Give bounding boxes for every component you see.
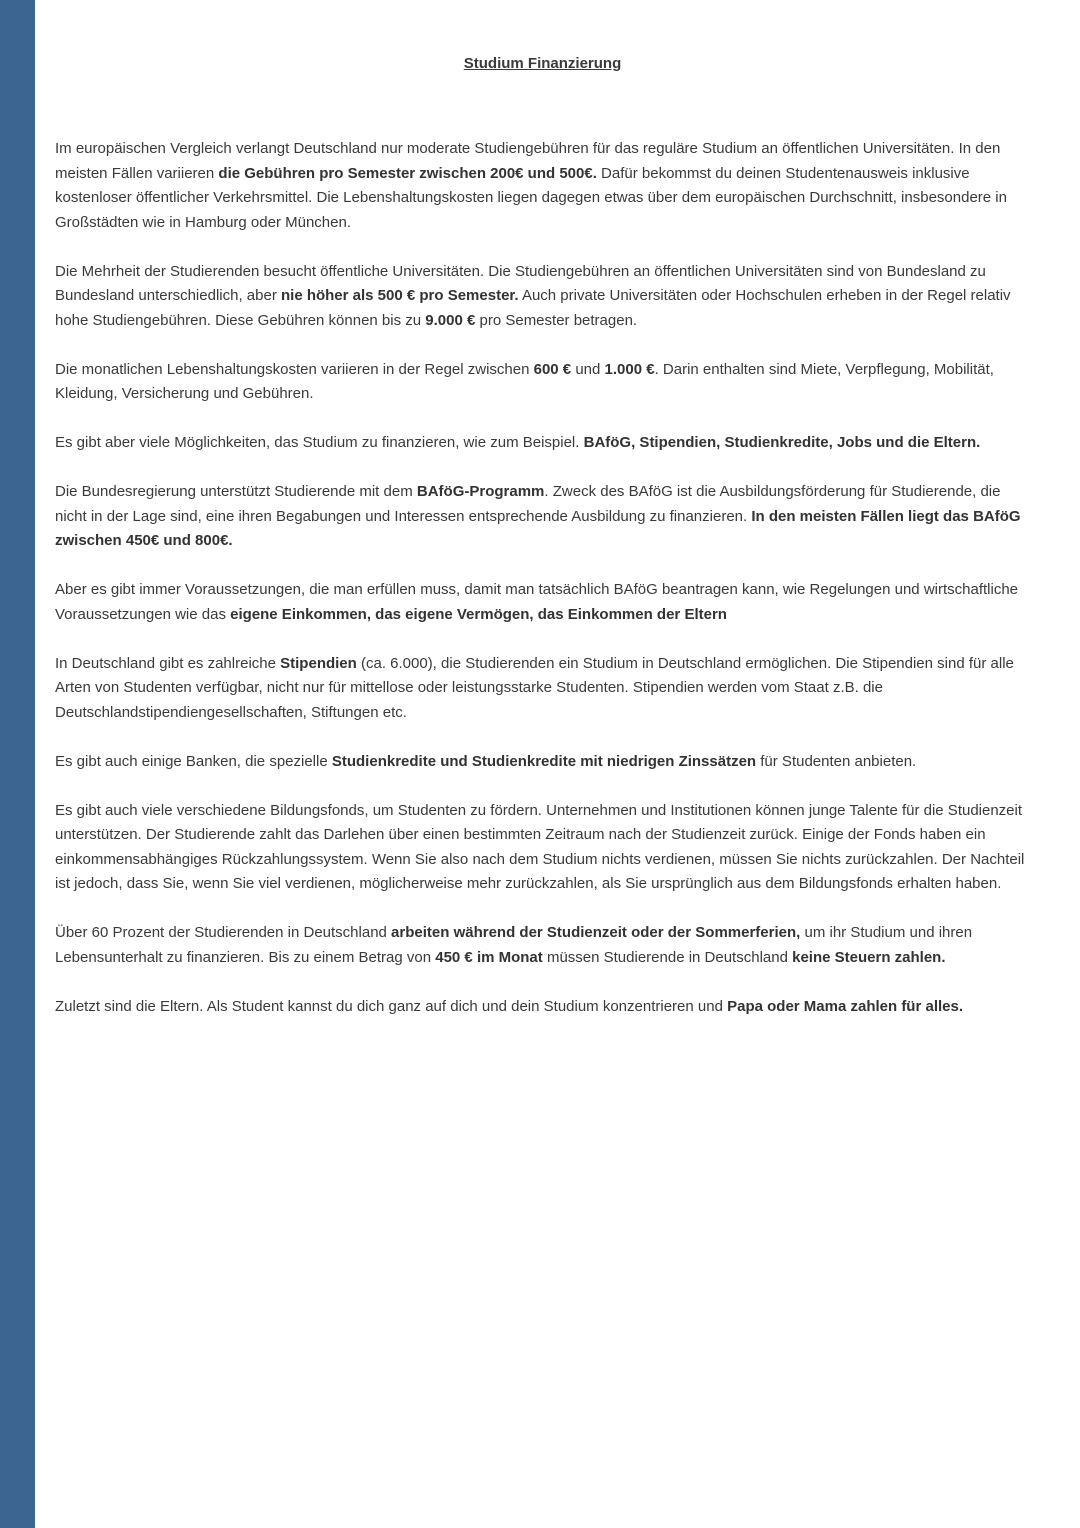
bold-text: Stipendien xyxy=(280,654,357,672)
text-run: Es gibt aber viele Möglichkeiten, das Studium zu finanzieren, wie zum Beispiel. xyxy=(55,434,584,451)
paragraph-1 xyxy=(55,137,1030,235)
bold-text: keine Steuern zahlen. xyxy=(792,948,946,966)
text-run: Auch private Universitäten oder Hochschulen erheben in der Regel relativ hohe Studiengebühren. Diese Gebühren können bis zu xyxy=(55,287,1011,329)
bold-text: 1.000 € xyxy=(604,360,655,378)
bold-text: eigene Einkommen, das eigene Vermögen, das Einkommen der Eltern xyxy=(230,605,727,623)
text-run: Die Mehrheit der Studierenden besucht öffentliche Universitäten. Die Studiengebühren an öffentlichen Universitäten sind von Bundesland zu Bundesland unterschiedlich, aber xyxy=(55,262,986,304)
paragraph-3 xyxy=(55,358,1030,407)
document-page xyxy=(55,52,1030,1044)
paragraph-4 xyxy=(55,431,1030,456)
bold-text: 9.000 € xyxy=(425,311,476,329)
paragraph-6 xyxy=(55,578,1030,627)
text-run: Die monatlichen Lebenshaltungskosten variieren in der Regel zwischen xyxy=(55,360,534,378)
paragraph-9 xyxy=(55,799,1030,897)
text-run: Es gibt auch viele verschiedene Bildungsfonds, um Studenten zu fördern. Unternehmen und Institutionen können junge Talente für die Studienzeit unterstützen. Der Studierende zahlt das Darlehen über einen bestimmten Zeitraum nach der Studienzeit zurück. Einige der Fonds haben ein einkommensabhängiges Rückzahlungssystem. Wenn Sie also nach dem Studium nichts verdienen, müssen Sie nichts zurückzahlen. Der Nachteil ist jedoch, dass Sie, wenn Sie viel verdienen, möglicherweise mehr zurückzahlen, als Sie ursprünglich aus dem Bildungsfonds erhalten haben. xyxy=(55,801,1025,892)
text-run: Zuletzt sind die Eltern. Als Student kannst du dich ganz auf dich und dein Studium konzentrieren und xyxy=(55,997,728,1015)
paragraph-5 xyxy=(55,480,1030,554)
text-run: Die Bundesregierung unterstützt Studierende mit dem xyxy=(55,483,417,500)
text-run: In Deutschland gibt es zahlreiche xyxy=(55,654,281,672)
text-run: . Zweck des BAföG ist die Ausbildungsförderung für Studierende, die nicht in der Lage sind, eine ihren Begabungen und Interessen entsprechende Ausbildung zu finanzieren. xyxy=(55,483,1001,525)
text-run: Im europäischen Vergleich verlangt Deutschland nur moderate Studiengebühren für das reguläre Studium an öffentlichen Universitäten. In den meisten Fällen variieren xyxy=(55,140,1001,182)
bold-text: 450 € im Monat xyxy=(435,948,543,966)
paragraph-8 xyxy=(55,750,1030,775)
text-run: um ihr Studium und ihren Lebensunterhalt zu finanzieren. Bis zu einem Betrag von xyxy=(55,924,973,966)
text-run: . Darin enthalten sind Miete, Verpflegung, Mobilität, Kleidung, Versicherung und Gebühren. xyxy=(55,360,994,402)
text-run: Dafür bekommst du deinen Studentenausweis inklusive kostenloser öffentlicher Verkehrsmittel. Die Lebenshaltungskosten liegen dagegen etwas über dem europäischen Durchschnitt, insbesondere in Großstädten wie in Hamburg oder München. xyxy=(55,164,1007,231)
bold-text: BAföG, Stipendien, Studienkredite, Jobs und die Eltern. xyxy=(583,434,981,451)
bold-text: 600 € xyxy=(533,360,572,378)
text-run: (ca. 6.000), die Studierenden ein Studium in Deutschland ermöglichen. Die Stipendien sind für alle Arten von Studenten verfügbar, nicht nur für mittellose oder leistungsstarke Studenten. Stipendien werden vom Staat z.B. die Deutschlandstipendiengesellschaften, Stiftungen etc. xyxy=(55,654,1014,721)
text-run: und xyxy=(571,360,605,378)
text-run: pro Semester betragen. xyxy=(475,311,638,329)
bold-text: Studienkredite und Studienkredite mit niedrigen Zinssätzen xyxy=(331,752,757,770)
paragraph-11 xyxy=(55,995,1030,1020)
bold-text: arbeiten während der Studienzeit oder der Sommerferien, xyxy=(391,924,801,941)
bold-text: Papa oder Mama zahlen für alles. xyxy=(727,997,964,1015)
bold-text: nie höher als 500 € pro Semester. xyxy=(280,287,519,304)
bold-text: die Gebühren pro Semester zwischen 200€ und 500€. xyxy=(218,164,597,182)
bold-text: In den meisten Fällen liegt das BAföG zwischen 450€ und 800€. xyxy=(55,507,1021,549)
paragraph-7 xyxy=(55,652,1030,726)
paragraph-10 xyxy=(55,921,1030,970)
text-run: müssen Studierende in Deutschland xyxy=(542,948,793,966)
text-run: Aber es gibt immer Voraussetzungen, die man erfüllen muss, damit man tatsächlich BAföG beantragen kann, wie Regelungen und wirtschaftliche Voraussetzungen wie das xyxy=(55,581,1019,623)
text-run: für Studenten anbieten. xyxy=(756,752,917,770)
side-accent-bar xyxy=(0,0,35,1528)
document-body xyxy=(55,137,1030,1019)
text-run: Es gibt auch einige Banken, die spezielle xyxy=(55,752,332,770)
text-run: Über 60 Prozent der Studierenden in Deutschland xyxy=(55,924,392,941)
bold-text: BAföG-Programm xyxy=(416,483,545,500)
document-title: Studium Finanzierung xyxy=(463,55,622,72)
paragraph-2 xyxy=(55,260,1030,334)
